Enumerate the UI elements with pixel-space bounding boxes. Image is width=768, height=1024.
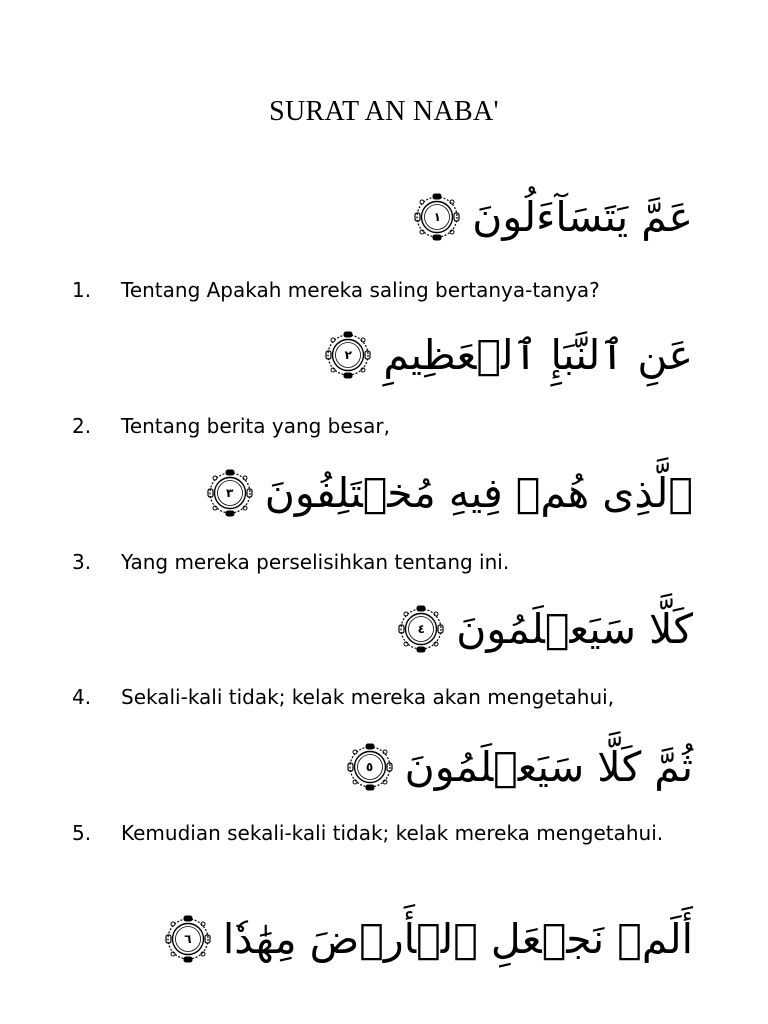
- ayah-6: [163, 906, 693, 972]
- arabic-text: ثُمَّ كَلَّا سَيَعۡلَمُونَ: [404, 743, 693, 791]
- ayah-marker-number: ٥: [365, 760, 374, 774]
- translation-text: Sekali-kali tidak; kelak mereka akan mengetahui,: [121, 685, 615, 709]
- translation-2: [72, 410, 694, 443]
- translation-4: [72, 681, 694, 714]
- ayah-marker-4: [396, 604, 446, 654]
- ayah-marker-number: ١: [433, 210, 441, 224]
- surah-title: SURAT AN NABA': [269, 96, 499, 127]
- ayah-marker-number: ٢: [344, 348, 352, 362]
- ayah-2: [323, 322, 693, 388]
- ayah-marker-5: [345, 742, 395, 792]
- arabic-text: أَلَمۡ نَجۡعَلِ ٱلۡأَرۡضَ مِهَٰدٗا: [222, 915, 693, 963]
- ayah-4: [396, 596, 693, 662]
- translation-number: 5.: [72, 821, 92, 845]
- translation-number: 4.: [72, 685, 92, 709]
- translation-number: 3.: [72, 550, 92, 574]
- ayah-marker-number: ٣: [226, 486, 234, 500]
- ayah-marker-number: ٤: [417, 622, 425, 636]
- translation-text: Tentang berita yang besar,: [121, 414, 390, 438]
- translation-1: [72, 274, 694, 307]
- translation-number: 2.: [72, 414, 92, 438]
- ayah-marker-1: [412, 192, 462, 242]
- translation-3: [72, 546, 694, 579]
- ayah-marker-number: ٦: [184, 932, 192, 946]
- ayah-3: [205, 460, 693, 526]
- arabic-text: كَلَّا سَيَعۡلَمُونَ: [456, 605, 693, 653]
- translation-5: [72, 817, 694, 850]
- ayah-5: [345, 734, 693, 800]
- arabic-text: عَنِ ٱلنَّبَإِ ٱلۡعَظِيمِ: [383, 331, 693, 379]
- ayah-marker-2: [323, 330, 373, 380]
- translation-text: Yang mereka perselisihkan tentang ini.: [121, 550, 510, 574]
- arabic-text: ٱلَّذِى هُمۡ فِيهِ مُخۡتَلِفُونَ: [264, 469, 693, 517]
- ayah-1: [412, 184, 693, 250]
- ayah-marker-3: [205, 468, 255, 518]
- translation-number: 1.: [72, 278, 92, 302]
- arabic-text: عَمَّ يَتَسَآءَلُونَ: [472, 193, 693, 241]
- translation-text: Kemudian sekali-kali tidak; kelak mereka mengetahui.: [121, 821, 664, 845]
- translation-text: Tentang Apakah mereka saling bertanya-tanya?: [121, 278, 600, 302]
- ayah-marker-6: [163, 914, 213, 964]
